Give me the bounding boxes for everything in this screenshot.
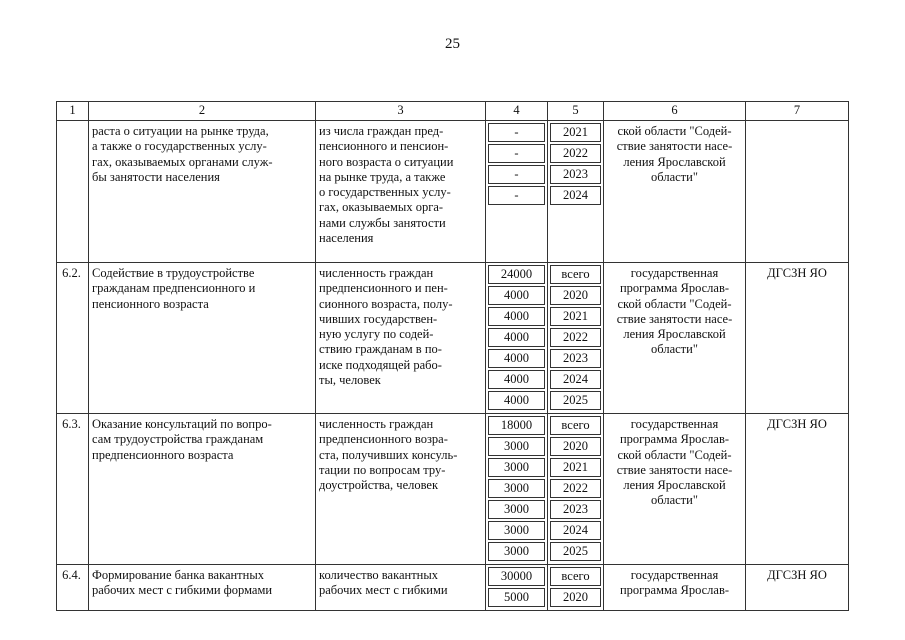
value-subcell: 3000 [488, 521, 545, 540]
header-cell: 3 [316, 102, 486, 121]
source-cell [604, 565, 746, 611]
year-subcell: 2022 [550, 479, 601, 498]
value-subcell: 3000 [488, 542, 545, 561]
value-subcell: - [488, 165, 545, 184]
event-cell [89, 263, 316, 414]
item-number-cell-text: 6.3. [62, 417, 81, 431]
item-number-cell [57, 263, 89, 414]
page-number: 25 [445, 36, 460, 52]
item-number-cell [57, 414, 89, 565]
value-subcell: 4000 [488, 349, 545, 368]
year-subcell: 2024 [550, 521, 601, 540]
source-cell [604, 263, 746, 414]
value-subcell: 3000 [488, 437, 545, 456]
responsible-cell-text: ДГСЗН ЯО [767, 568, 827, 582]
responsible-cell [746, 263, 849, 414]
event-cell-text: Оказание консультаций по вопро- сам трудоустройства гражданам предпенсионного возраста [92, 417, 272, 462]
value-subcell: 4000 [488, 307, 545, 326]
value-subcell: - [488, 144, 545, 163]
values-cell [486, 263, 548, 414]
year-subcell: 2025 [550, 391, 601, 410]
years-cell [548, 414, 604, 565]
header-cell: 4 [486, 102, 548, 121]
value-subcell: 24000 [488, 265, 545, 284]
value-subcell: 5000 [488, 588, 545, 607]
year-subcell: всего [550, 265, 601, 284]
year-subcell: 2024 [550, 370, 601, 389]
values-cell [486, 414, 548, 565]
year-subcell: 2023 [550, 349, 601, 368]
event-cell-text: раста о ситуации на рынке труда, а также о государственных услу- гах, оказываемых органами служ- бы занятости населения [92, 124, 273, 184]
responsible-cell [746, 565, 849, 611]
header-cell: 7 [746, 102, 849, 121]
year-subcell: 2022 [550, 144, 601, 163]
item-number-cell-text: 6.4. [62, 568, 81, 582]
value-subcell: 4000 [488, 391, 545, 410]
year-subcell: всего [550, 416, 601, 435]
table-row [57, 263, 849, 414]
responsible-cell-text: ДГСЗН ЯО [767, 417, 827, 431]
value-subcell: 3000 [488, 479, 545, 498]
value-subcell: 3000 [488, 458, 545, 477]
item-number-cell-text: 6.2. [62, 266, 81, 280]
values-cell [486, 565, 548, 611]
indicator-cell-text: численность граждан предпенсионного и пен- сионного возраста, полу- чивших государствен- ную услугу по содей- ствию гражданам в по- иске подходящей рабо- ты, человек [319, 266, 453, 387]
indicator-cell [316, 565, 486, 611]
value-subcell: 4000 [488, 286, 545, 305]
header-cell: 2 [89, 102, 316, 121]
table-header-row [57, 102, 849, 121]
year-subcell: 2020 [550, 588, 601, 607]
source-cell-text: государственная программа Ярослав- ской области "Содей- ствие занятости насе- ления Ярославской области" [616, 417, 733, 508]
value-subcell: 4000 [488, 370, 545, 389]
source-cell [604, 414, 746, 565]
years-cell [548, 121, 604, 263]
table-row [57, 121, 849, 263]
year-subcell: 2023 [550, 500, 601, 519]
year-subcell: 2025 [550, 542, 601, 561]
year-subcell: всего [550, 567, 601, 586]
indicator-cell [316, 414, 486, 565]
responsible-cell-text: ДГСЗН ЯО [767, 266, 827, 280]
item-number-cell [57, 565, 89, 611]
event-cell [89, 414, 316, 565]
indicator-cell-text: количество вакантных рабочих мест с гибкими [319, 568, 448, 598]
year-subcell: 2023 [550, 165, 601, 184]
responsible-cell [746, 121, 849, 263]
event-cell [89, 565, 316, 611]
year-subcell: 2021 [550, 307, 601, 326]
source-cell [604, 121, 746, 263]
value-subcell: 30000 [488, 567, 545, 586]
value-subcell: 18000 [488, 416, 545, 435]
indicator-cell-text: численность граждан предпенсионного возра- ста, получивших консуль- тации по вопросам тру- доустройства, человек [319, 417, 458, 492]
event-cell-text: Содействие в трудоустройстве гражданам предпенсионного и пенсионного возраста [92, 266, 256, 311]
values-cell [486, 121, 548, 263]
header-cell: 6 [604, 102, 746, 121]
measures-table [56, 101, 849, 611]
table-row [57, 565, 849, 611]
item-number-cell [57, 121, 89, 263]
responsible-cell-text [746, 121, 848, 124]
source-cell-text: государственная программа Ярослав- ской области "Содей- ствие занятости насе- ления Ярославской области" [616, 266, 733, 357]
value-subcell: 4000 [488, 328, 545, 347]
source-cell-text: ской области "Содей- ствие занятости насе- ления Ярославской области" [616, 124, 733, 184]
value-subcell: 3000 [488, 500, 545, 519]
indicator-cell [316, 263, 486, 414]
year-subcell: 2024 [550, 186, 601, 205]
event-cell-text: Формирование банка вакантных рабочих мест с гибкими формами [92, 568, 273, 598]
value-subcell: - [488, 186, 545, 205]
table-row [57, 414, 849, 565]
year-subcell: 2021 [550, 123, 601, 142]
header-cell: 5 [548, 102, 604, 121]
event-cell [89, 121, 316, 263]
year-subcell: 2021 [550, 458, 601, 477]
year-subcell: 2020 [550, 286, 601, 305]
header-cell: 1 [57, 102, 89, 121]
responsible-cell [746, 414, 849, 565]
indicator-cell [316, 121, 486, 263]
year-subcell: 2020 [550, 437, 601, 456]
years-cell [548, 263, 604, 414]
value-subcell: - [488, 123, 545, 142]
years-cell [548, 565, 604, 611]
indicator-cell-text: из числа граждан пред- пенсионного и пенсион- ного возраста о ситуации на рынке труда, а также о государственных услу- гах, оказываемых орга- нами службы занятости населения [319, 124, 454, 245]
year-subcell: 2022 [550, 328, 601, 347]
source-cell-text: государственная программа Ярослав- [619, 568, 730, 598]
